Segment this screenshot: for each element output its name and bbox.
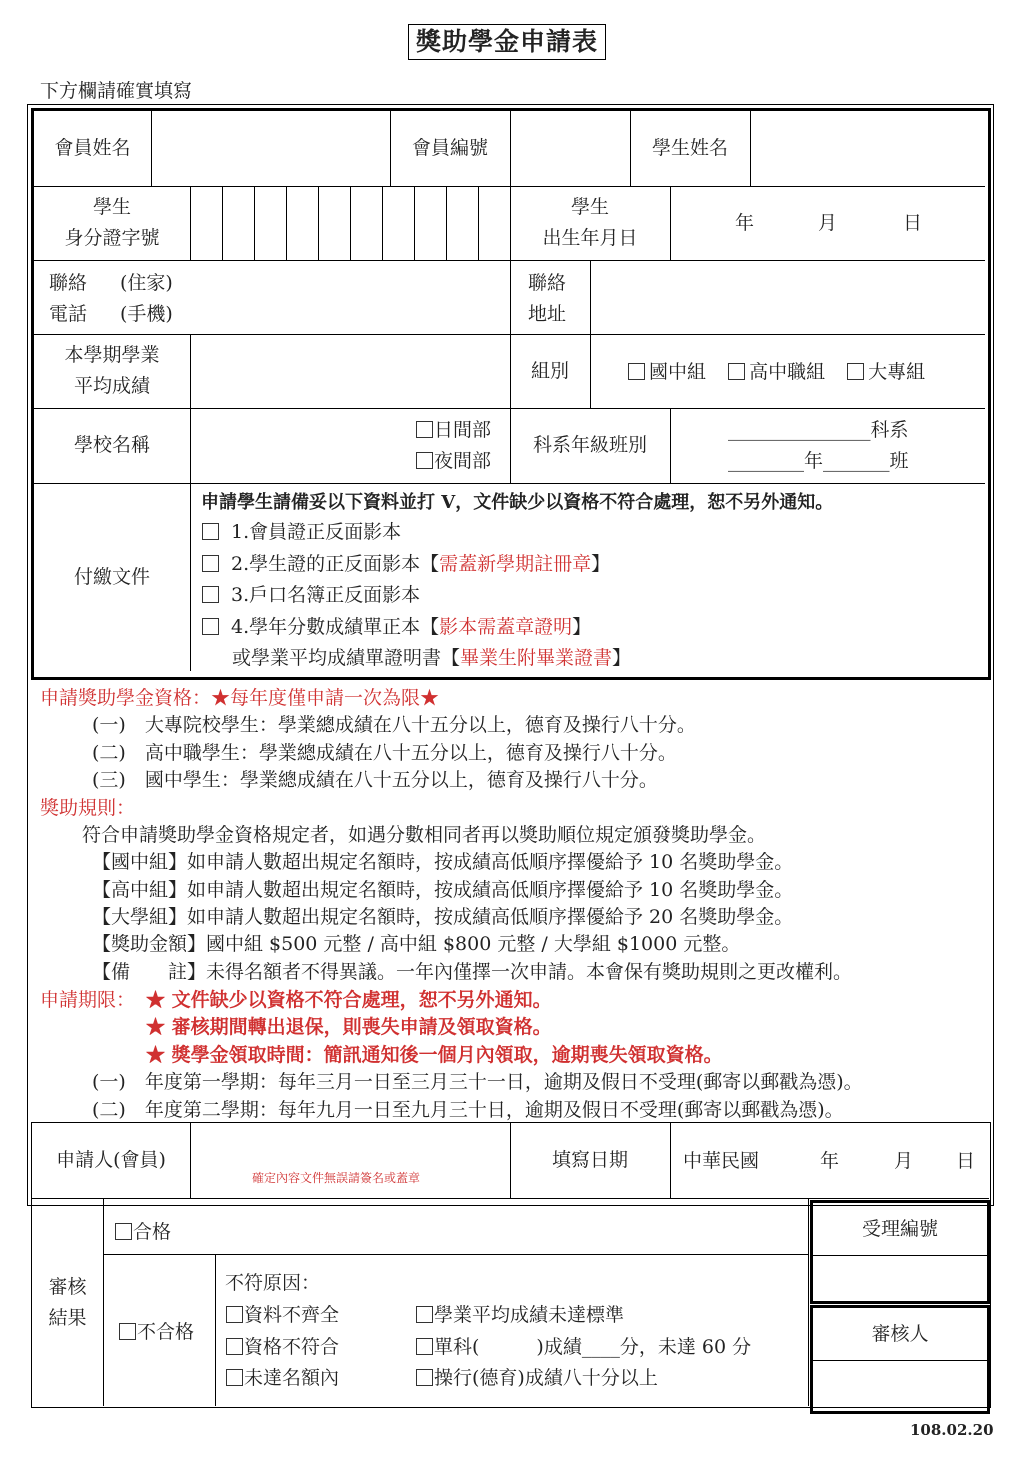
grade-class-line: ________年_______班: [728, 450, 909, 472]
address-label-line1: 聯絡: [528, 272, 567, 294]
period-heading: 申請期限：: [40, 989, 136, 1011]
fail-option: [119, 1317, 194, 1344]
college-checkbox[interactable]: [847, 363, 864, 380]
birth-date-label-line2: 出生年月日: [542, 227, 638, 249]
eligibility-line-3: (三) 國中學生：學業總成績在八十五分以上，德育及操行八十分。: [92, 769, 658, 791]
roc-label: 中華民國: [683, 1150, 760, 1172]
reason-conduct-checkbox[interactable]: [416, 1369, 433, 1386]
doc-item-5: [202, 643, 631, 675]
fill-year-label: 年: [820, 1150, 840, 1172]
division-options: [416, 415, 491, 477]
birth-month-label: 月: [818, 212, 838, 234]
rules-line-2: 【國中組】如申請人數超出規定名額時，按成績高低順序擇優給予 10 名獎助學金。: [92, 851, 794, 873]
reason-incomplete-checkbox[interactable]: [226, 1306, 243, 1323]
accept-number-field[interactable]: [813, 1256, 987, 1301]
gpa-label-line2: 平均成績: [73, 375, 150, 397]
student-name-label: 學生姓名: [651, 137, 728, 159]
member-name-field[interactable]: [152, 111, 390, 186]
birth-date-label: [510, 186, 670, 260]
doc-item-1-text: 1.會員證正反面影本: [231, 521, 402, 543]
rules-heading: 獎助規則：: [40, 797, 136, 819]
doc-item-4-bracket: 】: [572, 615, 592, 638]
mobile-phone-label: (手機): [120, 303, 173, 325]
reason-ineligible-checkbox[interactable]: [226, 1338, 243, 1355]
period-line-2: (二) 年度第二學期：每年九月一日至九月三十日，逾期及假日不受理(郵寄以郵戳為憑)。: [92, 1099, 844, 1121]
reason-conduct-label: 操行(德育)成績八十分以上: [434, 1367, 658, 1389]
period-star-1: ★ 文件缺少以資格不符合處理，恕不另外通知。: [146, 989, 552, 1011]
member-no-field[interactable]: [511, 111, 630, 186]
doc-item-2-text: 2.學生證的正反面影本【: [231, 552, 440, 575]
phone-label-line1: 聯絡: [49, 272, 88, 294]
reason-gpa-label: 學業平均成績未達標準: [434, 1304, 625, 1326]
dept-line: _______________科系: [728, 419, 909, 441]
phone-label-line2: 電話: [49, 303, 88, 325]
reviewer-box: [810, 1305, 990, 1414]
review-result-label-line1: 審核: [48, 1275, 87, 1298]
night-division-checkbox[interactable]: [416, 452, 433, 469]
doc-item-3: [202, 580, 631, 612]
address-label: [528, 268, 566, 330]
review-result-label-line2: 結果: [48, 1306, 87, 1329]
rules-line-6: 【備 註】未得名額者不得異議。一年內僅擇一次申請。本會保有獎助規則之更改權利。: [92, 961, 853, 983]
reason-subject: [416, 1332, 751, 1364]
reason-gpa-checkbox[interactable]: [416, 1306, 433, 1323]
doc-item-2: [202, 549, 631, 581]
form-version: 108.02.20: [910, 1421, 994, 1439]
doc-item-2-bracket: 】: [591, 552, 611, 575]
birth-day-label: 日: [903, 212, 923, 234]
student-id-label-line1: 學生: [92, 196, 131, 218]
doc-item-2-note: 需蓋新學期註冊章: [439, 552, 592, 575]
doc-item-4-checkbox[interactable]: [202, 618, 219, 635]
fail-checkbox[interactable]: [119, 1323, 136, 1340]
reviewer-field[interactable]: [813, 1361, 987, 1411]
doc-item-4-text: 4.學年分數成績單正本【: [231, 615, 440, 638]
fill-instruction: 下方欄請確實填寫: [40, 80, 193, 102]
reasons-left: [226, 1300, 339, 1395]
applicant-signature-field[interactable]: [191, 1122, 510, 1198]
attached-docs-label: 付繳文件: [73, 565, 150, 588]
school-name-label: 學校名稱: [73, 434, 150, 456]
doc-item-1-checkbox[interactable]: [202, 523, 219, 540]
pass-option: [115, 1217, 171, 1244]
junior-checkbox[interactable]: [628, 363, 645, 380]
reasons-right: [416, 1300, 751, 1395]
doc-item-3-text: 3.戶口名簿正反面影本: [231, 584, 421, 606]
reviewer-label: 審核人: [871, 1322, 929, 1345]
day-division-checkbox[interactable]: [416, 421, 433, 438]
dept-grade-lines[interactable]: [728, 415, 909, 477]
accept-number-box: [810, 1200, 990, 1304]
reason-ineligible: [226, 1332, 339, 1364]
reason-title: 不符原因：: [225, 1272, 321, 1294]
reason-quota-checkbox[interactable]: [226, 1369, 243, 1386]
college-option-label: 大專組: [868, 361, 926, 383]
home-phone-label: (住家): [120, 272, 173, 294]
eligibility-heading: 申請獎助學金資格：★每年度僅申請一次為限★: [40, 687, 440, 709]
doc-item-3-checkbox[interactable]: [202, 586, 219, 603]
member-name-label: 會員姓名: [54, 137, 131, 159]
address-label-line2: 地址: [528, 303, 567, 325]
eligibility-line-1: (一) 大專院校學生：學業總成績在八十五分以上，德育及操行八十分。: [92, 714, 696, 736]
phone-type-labels: [120, 268, 173, 330]
rules-line-5: 【獎助金額】國中組 $500 元整 / 高中組 $800 元整 / 大學組 $1000 元整。: [92, 933, 741, 955]
phone-label: [49, 268, 87, 330]
reason-quota: [226, 1363, 339, 1395]
reason-gpa: [416, 1300, 751, 1332]
senior-checkbox[interactable]: [728, 363, 745, 380]
doc-item-5-note: 畢業生附畢業證書: [460, 647, 613, 669]
day-division-label: 日間部: [434, 419, 492, 441]
fail-label: 不合格: [137, 1321, 195, 1343]
gpa-label: [34, 334, 190, 408]
doc-item-4-note: 影本需蓋章證明: [439, 615, 573, 638]
accept-number-label: 受理編號: [861, 1217, 938, 1240]
pass-checkbox[interactable]: [115, 1223, 132, 1240]
reason-ineligible-label: 資格不符合: [244, 1335, 340, 1358]
group-label: 組別: [530, 359, 569, 382]
reason-incomplete-label: 資料不齊全: [244, 1304, 340, 1326]
group-options: [628, 357, 925, 384]
reason-conduct: [416, 1363, 751, 1395]
review-result-label: [32, 1199, 103, 1406]
docs-instruction: 申請學生請備妥以下資料並打 V，文件缺少以資格不符合處理，恕不另外通知。: [201, 492, 834, 513]
doc-item-5-text: 或學業平均成績單證明書【: [232, 647, 461, 669]
fill-date-label: 填寫日期: [551, 1148, 628, 1171]
rules-line-4: 【大學組】如申請人數超出規定名額時，按成績高低順序擇優給予 20 名獎助學金。: [92, 906, 794, 928]
signature-note: 確定內容文件無誤請簽名或蓋章: [252, 1171, 421, 1185]
period-star-2: ★ 審核期間轉出退保，則喪失申請及領取資格。: [146, 1016, 552, 1038]
gpa-label-line1: 本學期學業: [64, 344, 160, 366]
reason-quota-label: 未達名額內: [244, 1367, 340, 1389]
docs-checklist: [202, 517, 631, 675]
junior-option-label: 國中組: [649, 361, 707, 383]
period-line-1: (一) 年度第一學期：每年三月一日至三月三十一日，逾期及假日不受理(郵寄以郵戳為憑)。: [92, 1071, 863, 1093]
member-no-label: 會員編號: [411, 137, 488, 159]
senior-option-label: 高中職組: [749, 361, 826, 383]
doc-item-2-checkbox[interactable]: [202, 555, 219, 572]
reason-subject-checkbox[interactable]: [416, 1338, 433, 1355]
pass-label: 合格: [133, 1221, 172, 1243]
birth-date-label-line1: 學生: [570, 196, 609, 218]
birth-year-label: 年: [735, 212, 755, 234]
doc-item-4: [202, 612, 631, 644]
doc-item-5-bracket: 】: [612, 647, 632, 669]
student-name-field[interactable]: [751, 111, 985, 186]
form-title: 獎助學金申請表: [408, 24, 606, 60]
fill-month-label: 月: [894, 1150, 914, 1172]
doc-item-1: [202, 517, 631, 549]
eligibility-line-2: (二) 高中職學生：學業總成績在八十五分以上，德育及操行八十分。: [92, 742, 677, 764]
student-id-label: [34, 186, 190, 260]
rules-line-3: 【高中組】如申請人數超出規定名額時，按成績高低順序擇優給予 10 名獎助學金。: [92, 879, 794, 901]
student-id-label-line2: 身分證字號: [64, 227, 160, 249]
period-star-3: ★ 獎學金領取時間：簡訊通知後一個月內領取，逾期喪失領取資格。: [146, 1044, 723, 1066]
night-division-label: 夜間部: [434, 450, 492, 472]
dept-grade-class-label: 科系年級班別: [532, 434, 647, 456]
fill-day-label: 日: [956, 1150, 976, 1172]
rules-line-1: 符合申請獎助學金資格規定者，如遇分數相同者再以獎助順位規定頒發獎助學金。: [82, 824, 767, 846]
applicant-label: 申請人(會員): [56, 1148, 166, 1171]
reason-subject-label: 單科( )成績____分，未達 60 分: [434, 1335, 752, 1358]
reason-incomplete: [226, 1300, 339, 1332]
